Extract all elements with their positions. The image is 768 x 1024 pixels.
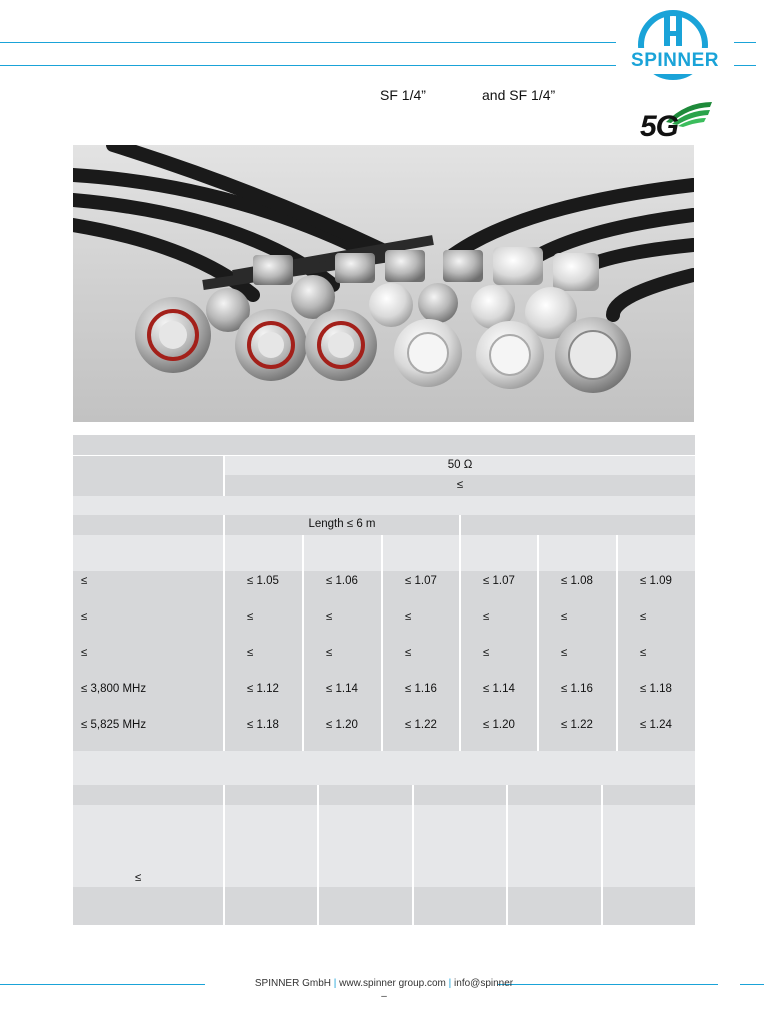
row-label: ≤ 3,800 MHz [81, 683, 147, 695]
vswr-value: ≤ 1.24 [640, 719, 672, 731]
table-row [73, 607, 695, 643]
vswr-value: ≤ [405, 611, 412, 623]
cell-value [616, 607, 695, 643]
vswr-value: ≤ [247, 647, 254, 659]
cell-label [73, 571, 223, 607]
vswr-value: ≤ 1.12 [247, 683, 279, 695]
cell-value [223, 571, 302, 607]
table-row-lower-tall [73, 805, 695, 887]
cell-value [381, 571, 459, 607]
vswr-value: ≤ [247, 611, 254, 623]
table-row-last [73, 887, 695, 925]
table-row [73, 679, 695, 715]
last-cell-2 [317, 887, 412, 925]
lower-cell-3 [412, 805, 506, 887]
product-title-part2: and SF 1/4” [482, 87, 556, 103]
lower-cell-5 [601, 805, 695, 887]
table-row-lower-header [73, 785, 695, 805]
cell-value [302, 571, 381, 607]
vswr-value: ≤ 1.20 [326, 719, 358, 731]
lower-cell-1 [223, 805, 317, 887]
header-line-bottom [0, 65, 616, 66]
cell-value [537, 607, 616, 643]
cell-value [537, 715, 616, 751]
table-row-le [73, 475, 695, 496]
cell-value [616, 571, 695, 607]
cell-value [616, 679, 695, 715]
table-row-column-headers [73, 535, 695, 571]
col-head-5 [537, 535, 616, 571]
col-head-6 [616, 535, 695, 571]
lower-le-label: ≤ [135, 872, 142, 884]
vswr-value: ≤ 1.07 [405, 575, 437, 587]
footer-website[interactable]: www.spinner group.com [339, 978, 446, 989]
row-label: ≤ 5,825 MHz [81, 719, 147, 731]
col-head-1 [223, 535, 302, 571]
cell-length-empty [459, 515, 695, 535]
cell-label [73, 679, 223, 715]
last-cell-3 [412, 887, 506, 925]
spinner-logo [620, 10, 730, 90]
vswr-value: ≤ [561, 611, 568, 623]
vswr-value: ≤ 1.16 [405, 683, 437, 695]
lower-col-3 [412, 785, 506, 805]
vswr-value: ≤ [405, 647, 412, 659]
product-title-part1: SF 1/4” [380, 87, 426, 103]
cell-value [616, 715, 695, 751]
cell-length [223, 515, 459, 535]
lower-col-1 [223, 785, 317, 805]
vswr-value: ≤ 1.05 [247, 575, 279, 587]
cell-value [302, 643, 381, 679]
cell-value [302, 607, 381, 643]
footer-company: SPINNER GmbH [254, 978, 331, 989]
lower-cell-4 [506, 805, 601, 887]
vswr-value: ≤ [483, 647, 490, 659]
vswr-value: ≤ 1.07 [483, 575, 515, 587]
cell-value [223, 679, 302, 715]
cell-value [537, 571, 616, 607]
vswr-value: ≤ [561, 647, 568, 659]
cell-label [73, 715, 223, 751]
cell-value [302, 715, 381, 751]
cell-label [73, 456, 223, 475]
vswr-value: ≤ [326, 611, 333, 623]
vswr-value: ≤ 1.09 [640, 575, 672, 587]
footer-separator: | [333, 978, 337, 989]
cell-value [537, 643, 616, 679]
cell-value [459, 715, 537, 751]
cell-value [459, 643, 537, 679]
lower-cell-2 [317, 805, 412, 887]
table-row [73, 715, 695, 751]
vswr-value: ≤ 1.14 [326, 683, 358, 695]
vswr-value: ≤ 1.08 [561, 575, 593, 587]
col-head-3 [381, 535, 459, 571]
cell-value [616, 643, 695, 679]
table-row-spacer [73, 496, 695, 515]
vswr-value: ≤ 1.18 [640, 683, 672, 695]
impedance-value: 50 Ω [447, 459, 473, 471]
vswr-value: ≤ 1.18 [247, 719, 279, 731]
connectors-illustration [73, 145, 694, 422]
vswr-value: ≤ 1.16 [561, 683, 593, 695]
lower-col-4 [506, 785, 601, 805]
cell-value [223, 715, 302, 751]
5g-label: 5G [640, 110, 679, 143]
le-value: ≤ [456, 479, 464, 491]
logo-bar-cross [664, 31, 682, 36]
length-header: Length ≤ 6 m [308, 518, 376, 530]
footer-dash: – [381, 991, 387, 1002]
vswr-value: ≤ [483, 611, 490, 623]
vswr-value: ≤ 1.22 [561, 719, 593, 731]
col-head-4 [459, 535, 537, 571]
cell-label [73, 643, 223, 679]
table-header-row [73, 435, 695, 455]
vswr-value: ≤ 1.06 [326, 575, 358, 587]
cell-value [302, 679, 381, 715]
lower-col-5 [601, 785, 695, 805]
table-row [73, 643, 695, 679]
vswr-value: ≤ 1.20 [483, 719, 515, 731]
last-cell-1 [223, 887, 317, 925]
logo-text: SPINNER [631, 50, 719, 71]
last-cell-4 [506, 887, 601, 925]
cell-value [459, 571, 537, 607]
footer [0, 978, 768, 989]
vswr-value: ≤ [640, 647, 647, 659]
row-label: ≤ [81, 647, 88, 659]
cell-value [223, 607, 302, 643]
cell-value [381, 643, 459, 679]
vswr-value: ≤ [640, 611, 647, 623]
row-label: ≤ [81, 611, 88, 623]
table-row-spacer-2 [73, 751, 695, 785]
cell-label [73, 607, 223, 643]
cell-value [459, 679, 537, 715]
col-head-2 [302, 535, 381, 571]
cell-value [381, 607, 459, 643]
table-row-length-header [73, 515, 695, 535]
last-cell-5 [601, 887, 695, 925]
cell-value [537, 679, 616, 715]
lower-col-2 [317, 785, 412, 805]
table-row [73, 571, 695, 607]
cell-value [381, 679, 459, 715]
cell-value [459, 607, 537, 643]
table-row-impedance [73, 456, 695, 475]
header-line-top [0, 42, 616, 43]
5g-badge [638, 100, 718, 144]
vswr-value: ≤ [326, 647, 333, 659]
cell-value [381, 715, 459, 751]
row-label: ≤ [81, 575, 88, 587]
cell-value [223, 456, 695, 475]
cell-label [73, 805, 223, 887]
footer-separator: | [448, 978, 452, 989]
cable-assemblies-photo [73, 145, 694, 422]
cell-value [223, 643, 302, 679]
cell-value [223, 475, 695, 496]
header-line-top-right [734, 42, 756, 43]
footer-email[interactable]: info@spinner [454, 978, 514, 989]
vswr-value: ≤ 1.22 [405, 719, 437, 731]
vswr-value: ≤ 1.14 [483, 683, 515, 695]
header-line-bottom-right [734, 65, 756, 66]
cell-label [73, 475, 223, 496]
